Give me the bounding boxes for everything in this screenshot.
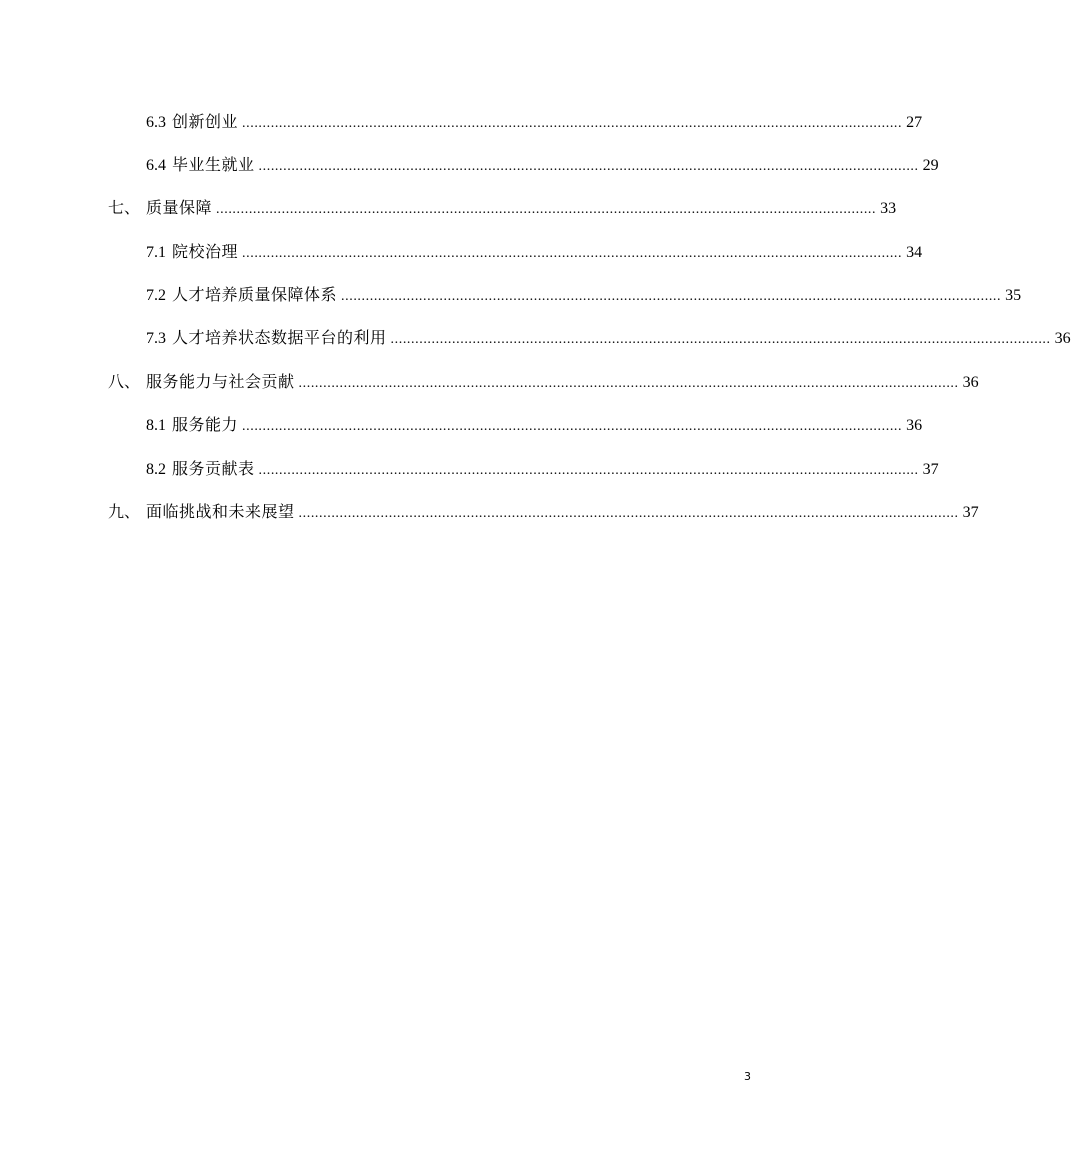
toc-entry-number: 8.1 — [146, 417, 166, 434]
toc-entry-page: 33 — [880, 200, 897, 217]
dot-leader: ................................................................................................................................................................. — [341, 289, 1002, 304]
toc-entry-7-3[interactable] — [146, 327, 1071, 351]
toc-entry-chapter-9[interactable] — [108, 501, 979, 525]
toc-entry-title: 创新创业 — [172, 114, 239, 131]
toc-entry-title: 服务能力与社会贡献 — [146, 374, 295, 391]
toc-entry-number: 7.2 — [146, 287, 166, 304]
dot-leader: ................................................................................................................................................................. — [258, 463, 919, 478]
toc-entry-chapter-8[interactable] — [108, 371, 979, 395]
toc-entry-6-4[interactable] — [146, 154, 939, 178]
toc-entry-number: 7.1 — [146, 244, 166, 261]
toc-entry-page: 34 — [906, 244, 923, 261]
toc-entry-page: 36 — [962, 374, 979, 391]
dot-leader: ................................................................................................................................................................. — [298, 376, 959, 391]
toc-entry-title: 服务能力 — [172, 417, 239, 434]
toc-entry-page: 29 — [922, 157, 939, 174]
toc-entry-page: 35 — [1005, 287, 1022, 304]
toc-entry-number: 8.2 — [146, 461, 166, 478]
toc-entry-title: 人才培养状态数据平台的利用 — [172, 330, 387, 347]
toc-entry-chapter-7[interactable] — [108, 197, 897, 221]
toc-entry-number: 6.3 — [146, 114, 166, 131]
dot-leader: ................................................................................................................................................................. — [298, 506, 959, 521]
toc-entry-8-1[interactable] — [146, 414, 923, 438]
toc-entry-title: 面临挑战和未来展望 — [146, 504, 295, 521]
dot-leader: ................................................................................................................................................................. — [242, 246, 903, 261]
toc-entry-number: 6.4 — [146, 157, 166, 174]
dot-leader: ................................................................................................................................................................. — [390, 332, 1051, 347]
toc-entry-number: 七、 — [108, 200, 141, 217]
toc-entry-number: 八、 — [108, 374, 141, 391]
toc-entry-title: 服务贡献表 — [172, 461, 255, 478]
toc-entry-7-1[interactable] — [146, 241, 923, 265]
toc-entry-8-2[interactable] — [146, 458, 939, 482]
toc-entry-7-2[interactable] — [146, 284, 1022, 308]
toc-entry-page: 27 — [906, 114, 923, 131]
dot-leader: ................................................................................................................................................................. — [216, 202, 877, 217]
toc-entry-page: 36 — [906, 417, 923, 434]
dot-leader: ................................................................................................................................................................. — [242, 419, 903, 434]
toc-entry-number: 7.3 — [146, 330, 166, 347]
toc-entry-page: 37 — [962, 504, 979, 521]
toc-entry-title: 院校治理 — [172, 244, 239, 261]
toc-entry-6-3[interactable] — [146, 111, 923, 135]
toc-entry-page: 37 — [922, 461, 939, 478]
toc-entry-title: 毕业生就业 — [172, 157, 255, 174]
toc-entry-title: 质量保障 — [146, 200, 213, 217]
toc-entry-number: 九、 — [108, 504, 141, 521]
toc-entry-title: 人才培养质量保障体系 — [172, 287, 338, 304]
toc-entry-page: 36 — [1054, 330, 1071, 347]
dot-leader: ................................................................................................................................................................. — [242, 116, 903, 131]
page-number: 3 — [744, 1070, 751, 1083]
dot-leader: ................................................................................................................................................................. — [258, 159, 919, 174]
